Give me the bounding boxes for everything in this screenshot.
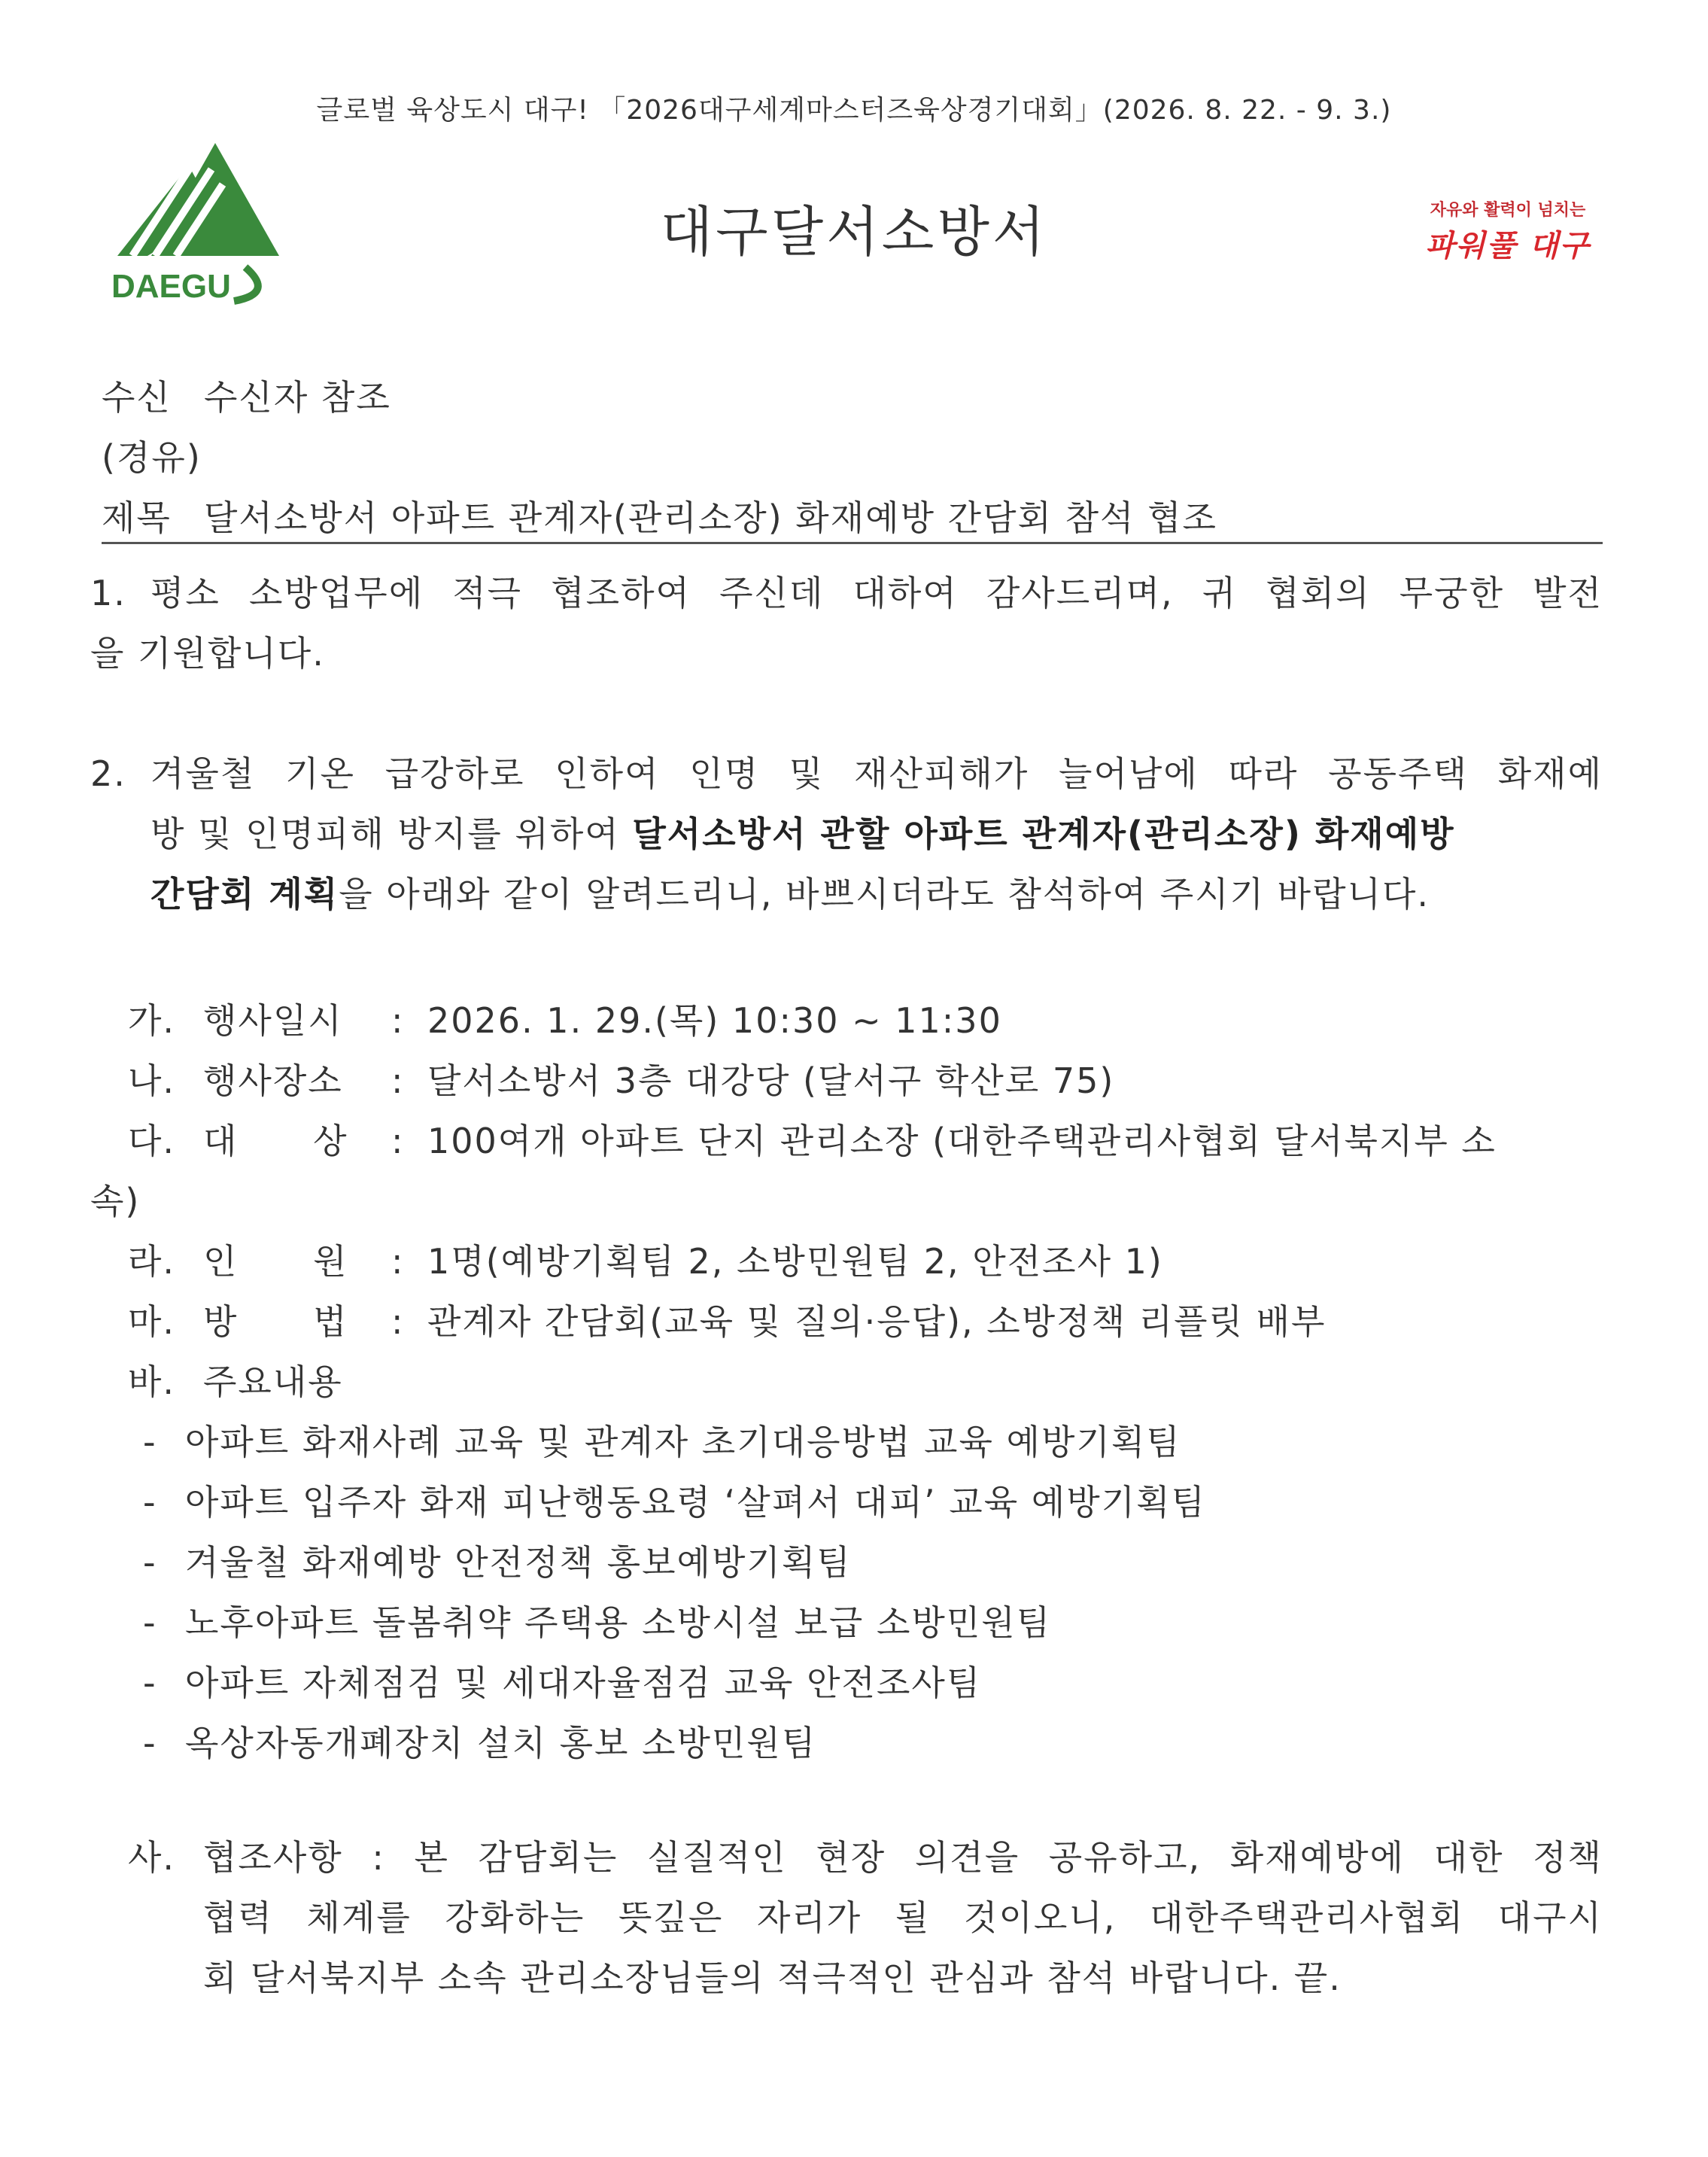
detail-venue: 나. 행사장소 : 달서소방서 3층 대강당 (달서구 학산로 75)	[128, 1060, 1115, 1101]
content-item: - 아파트 입주자 화재 피난행동요령 ‘살펴서 대피’ 교육 예방기획팀	[143, 1482, 1206, 1523]
detail-main-contents: 바. 주요내용	[128, 1361, 343, 1402]
organization-name: 대구달서소방서	[660, 200, 1048, 263]
detail-target: 다. 대 상 : 100여개 아파트 단지 관리소장 (대한주택관리사협회 달서북지부 소	[128, 1121, 1497, 1161]
subject-value: 달서소방서 아파트 관계자(관리소장) 화재예방 간담회 참석 협조	[204, 497, 1217, 538]
detail-personnel: 라. 인 원 : 1명(예방기획팀 2, 소방민원팀 2, 안전조사 1)	[128, 1241, 1163, 1282]
paragraph-2-line-3: 간담회 계획을 아래와 같이 알려드리니, 바쁘시더라도 참석하여 주시기 바랍니다.	[150, 874, 1430, 914]
power-daegu-wordmark: 파워풀 대구	[1425, 229, 1591, 263]
paragraph-2-line-1: 2. 겨울철 기온 급강하로 인하여 인명 및 재산피해가 늘어남에 따라 공동주택 화재예	[90, 744, 1603, 804]
via-row	[102, 430, 202, 480]
paragraph-2-line-2: 방 및 인명피해 방지를 위하여 달서소방서 관할 아파트 관계자(관리소장) 화재예방	[150, 814, 1455, 854]
cooperation-request	[128, 1827, 1603, 2008]
power-daegu-logo	[1418, 197, 1597, 263]
content-item: - 겨울철 화재예방 안전정책 홍보예방기획팀	[143, 1542, 852, 1583]
recipient-value: 수신자 참조	[204, 377, 391, 418]
detail-datetime: 가. 행사일시 : 2026. 1. 29.(목) 10:30 ~ 11:30	[128, 1000, 1002, 1041]
paragraph-1-line-2: 을 기원합니다.	[90, 633, 325, 674]
detail-method: 마. 방 법 : 관계자 간담회(교육 및 질의·응답), 소방정책 리플릿 배부	[128, 1301, 1327, 1342]
slogan-line: 글로벌 육상도시 대구! 「2026대구세계마스터즈육상경기대회」(2026. 8. 22. - 9. 3.)	[316, 95, 1392, 126]
paragraph-2	[90, 744, 1603, 924]
paragraph-2-emphasis: 달서소방서 관할 아파트 관계자(관리소장) 화재예방	[632, 814, 1455, 854]
detail-target-wrap: 속)	[90, 1181, 141, 1221]
subject-label: 제목	[102, 497, 172, 538]
content-item: - 아파트 자체점검 및 세대자율점검 교육 안전조사팀	[143, 1663, 982, 1703]
recipient-label: 수신	[102, 377, 172, 418]
cooperation-line-2: 협력 체계를 강화하는 뜻깊은 자리가 될 것이오니, 대한주택관리사협회 대구시	[203, 1897, 1603, 1938]
content-item: - 노후아파트 돌봄취약 주택용 소방시설 보급 소방민원팀	[143, 1602, 1052, 1643]
header-divider	[102, 542, 1603, 544]
power-daegu-tagline: 자유와 활력이 넘치는	[1430, 201, 1586, 220]
cooperation-line-1: 사. 협조사항 : 본 감담회는 실질적인 현장 의견을 공유하고, 화재예방에 대한 정책	[128, 1837, 1603, 1878]
paragraph-1-number: 1.	[90, 573, 126, 613]
paragraph-1-line-1: 1. 평소 소방업무에 적극 협조하여 주신데 대하여 감사드리며, 귀 협회의 무궁한 발전	[90, 563, 1603, 623]
paragraph-2-number: 2.	[90, 753, 126, 794]
content-item: - 옥상자동개폐장치 설치 홍보 소방민원팀	[143, 1723, 817, 1763]
subject-row	[102, 491, 1217, 540]
paragraph-2-emphasis-2: 간담회 계획	[150, 874, 339, 914]
logo-text: DAEGU	[111, 268, 231, 305]
paragraph-1	[90, 563, 1603, 683]
cooperation-line-3: 회 달서북지부 소속 관리소장님들의 적극적인 관심과 참석 바랍니다. 끝.	[203, 1958, 1342, 1998]
recipient-row	[102, 370, 391, 420]
content-item: - 아파트 화재사례 교육 및 관계자 초기대응방법 교육 예방기획팀	[143, 1422, 1181, 1462]
via-label: (경유)	[102, 437, 202, 478]
